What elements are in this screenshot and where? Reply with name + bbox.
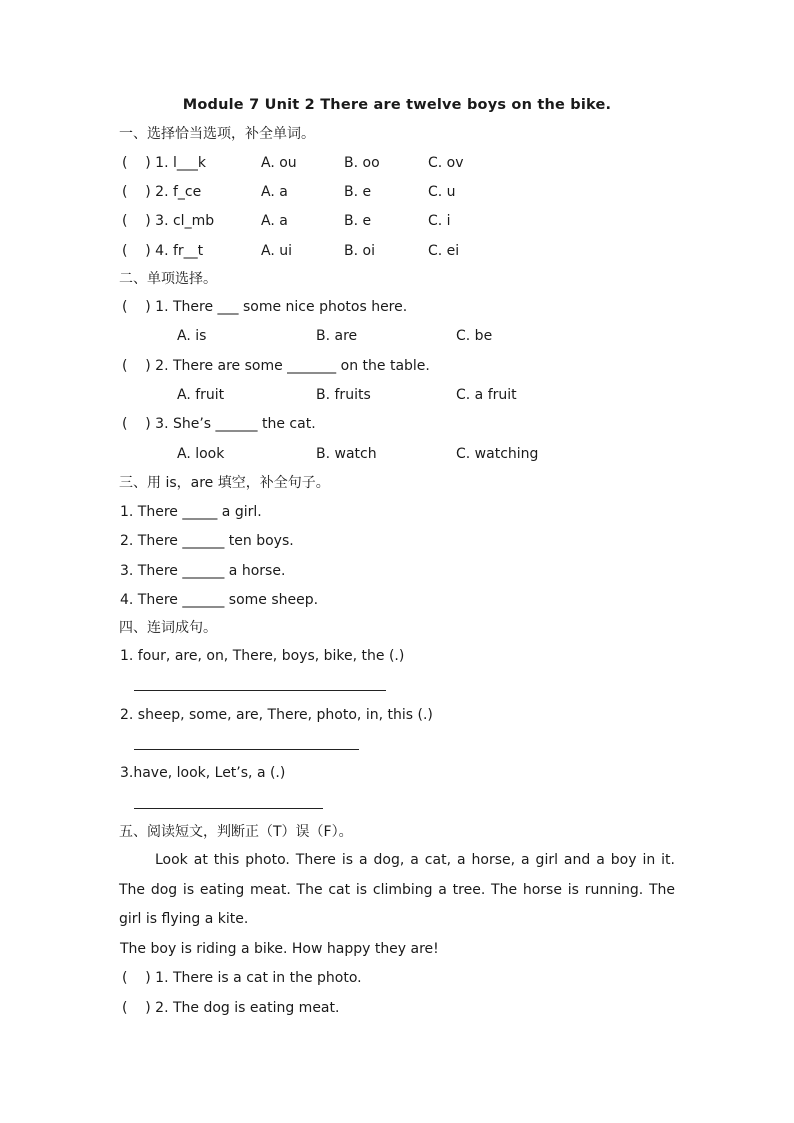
option-c: C. u (428, 184, 456, 200)
true-false-item: ( ) 1. There is a cat in the photo. (122, 970, 362, 986)
option-b: B. e (344, 184, 372, 200)
worksheet-title: Module 7 Unit 2 There are twelve boys on the bike. (182, 97, 612, 113)
section1-heading: 一、选择恰当选项，补全单词。 (119, 126, 315, 142)
option-c: C. i (428, 213, 451, 229)
section2-heading: 二、单项选择。 (119, 271, 217, 287)
option-c: C. watching (456, 446, 539, 462)
word-order-item: 3.have, look, Let’s, a (.) (120, 765, 286, 781)
section4-heading: 四、连词成句。 (119, 620, 217, 636)
option-a: A. a (261, 184, 288, 200)
option-a: A. look (177, 446, 225, 462)
fill-blank-item: 2. There ______ ten boys. (120, 533, 294, 549)
reading-passage (119, 846, 675, 935)
question-text: ( ) 4. fr__t (122, 243, 204, 259)
true-false-item: ( ) 2. The dog is eating meat. (122, 1000, 340, 1016)
section3-heading: 三、用 is，are 填空，补全句子。 (119, 475, 330, 491)
option-a: A. a (261, 213, 288, 229)
option-c: C. ov (428, 155, 464, 171)
option-b: B. e (344, 213, 372, 229)
question-text: ( ) 3. She’s ______ the cat. (122, 416, 316, 432)
passage-last-line: The boy is riding a bike. How happy they are! (120, 941, 439, 957)
question-text: ( ) 3. cl_mb (122, 213, 215, 229)
question-text: ( ) 1. There ___ some nice photos here. (122, 299, 408, 315)
answer-line (134, 749, 359, 750)
question-text: ( ) 2. There are some _______ on the table. (122, 358, 430, 374)
option-b: B. watch (316, 446, 377, 462)
option-b: B. oi (344, 243, 375, 259)
fill-blank-item: 3. There ______ a horse. (120, 563, 286, 579)
fill-blank-item: 1. There _____ a girl. (120, 504, 262, 520)
option-b: B. fruits (316, 387, 371, 403)
question-text: ( ) 2. f_ce (122, 184, 202, 200)
option-c: C. ei (428, 243, 460, 259)
passage-text: Look at this photo. There is a dog, a cat, a horse, a girl and a boy in it. The dog is eating meat. The cat is climbing a tree. The horse is running. The girl is flying a kite. (119, 852, 675, 927)
answer-line (134, 690, 386, 691)
word-order-item: 1. four, are, on, There, boys, bike, the (.) (120, 648, 405, 664)
question-text: ( ) 1. l___k (122, 155, 206, 171)
option-c: C. be (456, 328, 493, 344)
option-a: A. ou (261, 155, 297, 171)
option-a: A. fruit (177, 387, 225, 403)
answer-line (134, 808, 323, 809)
word-order-item: 2. sheep, some, are, There, photo, in, this (.) (120, 707, 433, 723)
option-a: A. is (177, 328, 207, 344)
section5-heading: 五、阅读短文，判断正（T）误（F）。 (119, 824, 353, 840)
option-a: A. ui (261, 243, 292, 259)
option-b: B. oo (344, 155, 380, 171)
option-c: C. a fruit (456, 387, 517, 403)
fill-blank-item: 4. There ______ some sheep. (120, 592, 319, 608)
option-b: B. are (316, 328, 358, 344)
